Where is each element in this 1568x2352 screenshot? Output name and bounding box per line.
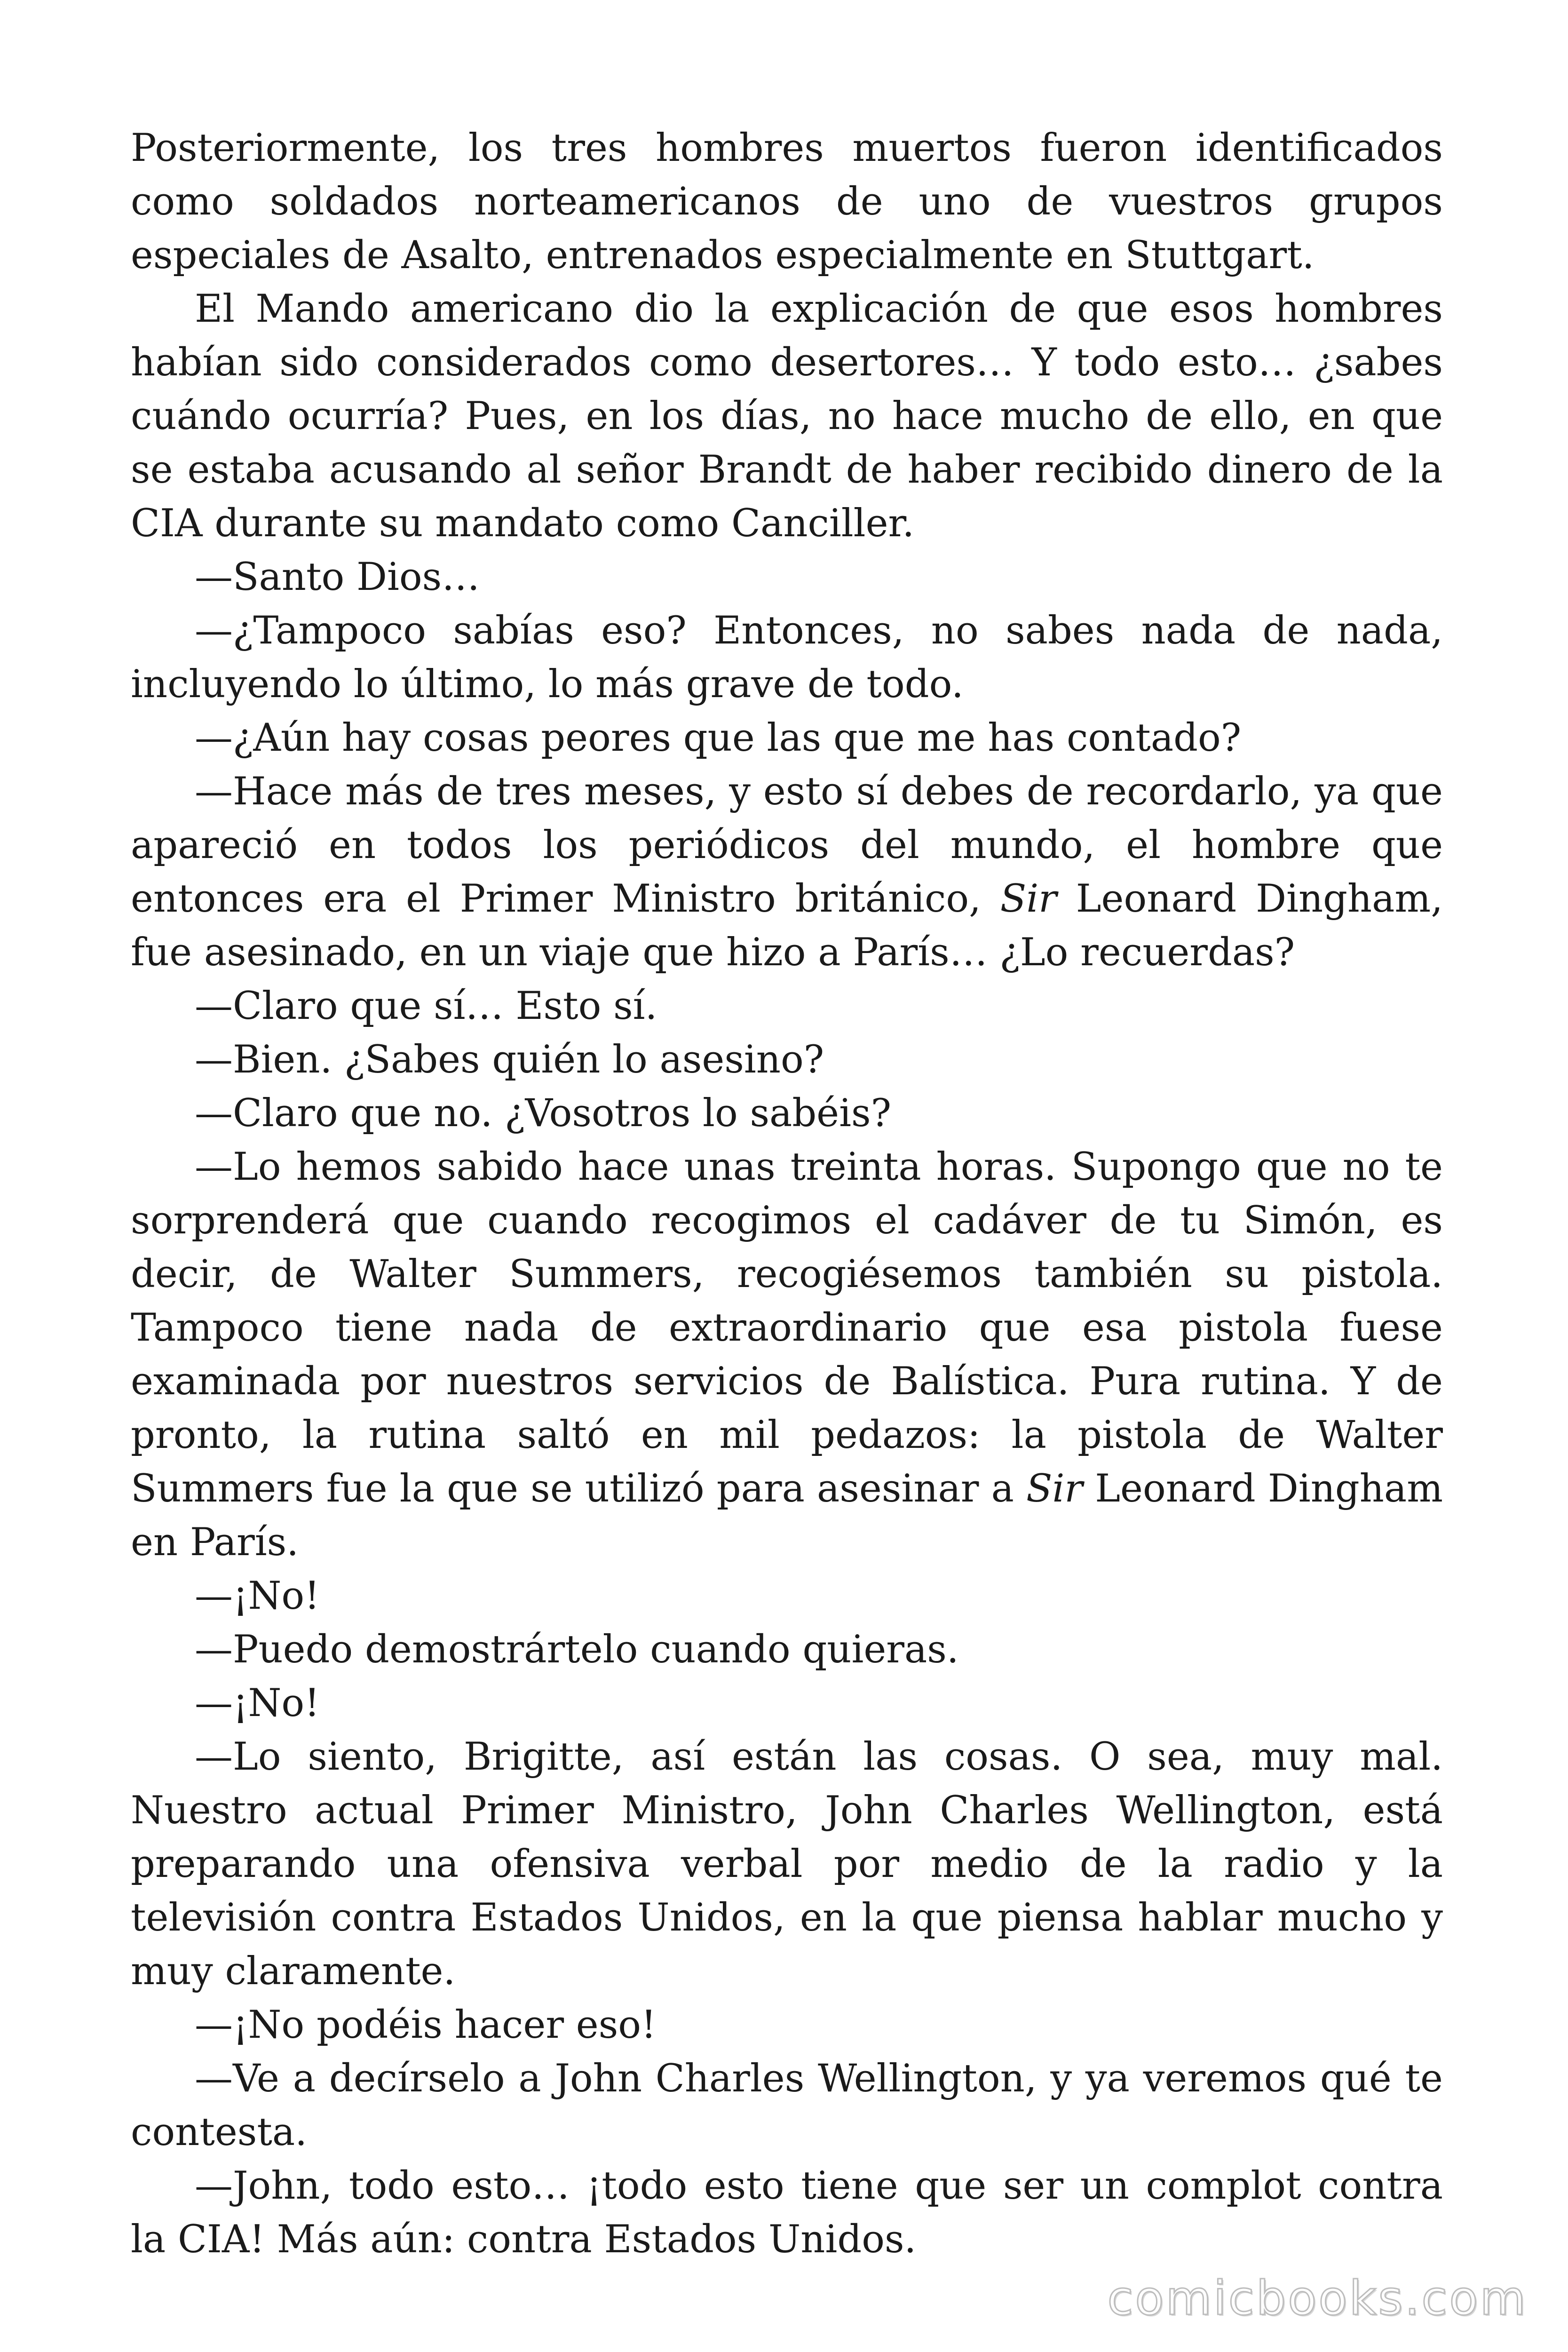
dialogue-line-6-text-a: —Hace más de tres meses, y esto sí debes de recordarlo, ya que apareció en todos los periódicos del mundo, el hombre que entonces era el Primer Ministro británico, xyxy=(131,770,1443,921)
dialogue-line-10-text-b: Leonard Dingham en París. xyxy=(131,1467,1443,1565)
dialogue-line-11-text: —¡No! xyxy=(195,1574,320,1618)
dialogue-line-12-text: —Puedo demostrártelo cuando quieras. xyxy=(195,1628,959,1672)
dialogue-line-11 xyxy=(131,1569,1443,1623)
paragraph-1-text: Posteriormente, los tres hombres muertos fueron identificados como soldados norteamericanos de uno de vuestros grupos especiales de Asalto, entrenados especialmente en Stuttgart. xyxy=(131,126,1443,278)
dialogue-line-7 xyxy=(131,979,1443,1033)
dialogue-line-16 xyxy=(131,2052,1443,2159)
dialogue-line-17 xyxy=(131,2159,1443,2266)
dialogue-line-10 xyxy=(131,1140,1443,1569)
dialogue-line-6 xyxy=(131,765,1443,979)
dialogue-line-5 xyxy=(131,711,1443,765)
dialogue-line-7-text: —Claro que sí… Esto sí. xyxy=(195,984,657,1028)
dialogue-line-4 xyxy=(131,604,1443,711)
book-page-text xyxy=(131,121,1443,2266)
paragraph-2-text: El Mando americano dio la explicación de que esos hombres habían sido considerados como desertores… Y todo esto… ¿sabes cuándo ocurría? Pues, en los días, no hace mucho de ello, en que se estaba acusando al señor Brandt de haber recibido dinero de la CIA durante su mandato como Canciller. xyxy=(131,287,1443,546)
sir-title-italic: Sir xyxy=(1000,877,1057,921)
paragraph-1 xyxy=(131,121,1443,282)
dialogue-line-13 xyxy=(131,1677,1443,1730)
dialogue-line-6-text-b: Leonard Dingham, fue asesinado, en un viaje que hizo a París… ¿Lo recuerdas? xyxy=(131,877,1443,975)
dialogue-line-14-text: —Lo siento, Brigitte, así están las cosas. O sea, muy mal. Nuestro actual Primer Ministro, John Charles Wellington, está preparando una ofensiva verbal por medio de la radio y la televisión contra Estados Unidos, en la que piensa hablar mucho y muy claramente. xyxy=(131,1735,1443,1994)
dialogue-line-4-text: —¿Tampoco sabías eso? Entonces, no sabes nada de nada, incluyendo lo último, lo más grave de todo. xyxy=(131,609,1443,707)
dialogue-line-12 xyxy=(131,1623,1443,1677)
dialogue-line-16-text: —Ve a decírselo a John Charles Wellington, y ya veremos qué te contesta. xyxy=(131,2057,1443,2154)
dialogue-line-3 xyxy=(131,550,1443,604)
dialogue-line-15 xyxy=(131,1998,1443,2052)
dialogue-line-8 xyxy=(131,1033,1443,1087)
dialogue-line-17-text: —John, todo esto… ¡todo esto tiene que ser un complot contra la CIA! Más aún: contra Estados Unidos. xyxy=(131,2164,1443,2262)
dialogue-line-5-text: —¿Aún hay cosas peores que las que me has contado? xyxy=(195,716,1242,760)
sir-title-italic: Sir xyxy=(1026,1467,1083,1511)
dialogue-line-14 xyxy=(131,1730,1443,1998)
dialogue-line-15-text: —¡No podéis hacer eso! xyxy=(195,2003,657,2047)
dialogue-line-9 xyxy=(131,1087,1443,1140)
dialogue-line-3-text: —Santo Dios… xyxy=(195,555,480,599)
dialogue-line-9-text: —Claro que no. ¿Vosotros lo sabéis? xyxy=(195,1091,892,1136)
dialogue-line-10-text-a: —Lo hemos sabido hace unas treinta horas. Supongo que no te sorprenderá que cuando recogimos el cadáver de tu Simón, es decir, de Walter Summers, recogiésemos también su pistola. Tampoco tiene nada de extraordinario que esa pistola fuese examinada por nuestros servicios de Balística. Pura rutina. Y de pronto, la rutina saltó en mil pedazos: la pistola de Walter Summers fue la que se utilizó para asesinar a xyxy=(131,1145,1443,1511)
dialogue-line-13-text: —¡No! xyxy=(195,1681,320,1725)
watermark: comicbooks.com xyxy=(1107,2271,1528,2326)
paragraph-2 xyxy=(131,282,1443,550)
dialogue-line-8-text: —Bien. ¿Sabes quién lo asesino? xyxy=(195,1038,824,1082)
